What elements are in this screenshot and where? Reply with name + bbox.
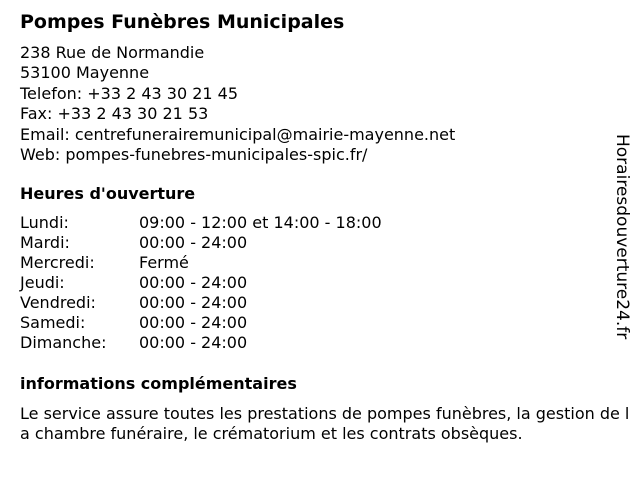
day-hours: 00:00 - 24:00 bbox=[139, 273, 248, 292]
business-name: Pompes Funèbres Municipales bbox=[20, 11, 345, 33]
day-hours: 09:00 - 12:00 et 14:00 - 18:00 bbox=[139, 213, 382, 232]
website-address: Web: pompes-funebres-municipales-spic.fr/ bbox=[20, 145, 368, 165]
day-label: Vendredi: bbox=[20, 293, 96, 312]
address-street: 238 Rue de Normandie bbox=[20, 43, 205, 62]
fax-number: Fax: +33 2 43 30 21 53 bbox=[20, 104, 209, 124]
phone-number: Telefon: +33 2 43 30 21 45 bbox=[20, 83, 239, 103]
day-label: Mardi: bbox=[20, 233, 70, 252]
day-label: Samedi: bbox=[20, 313, 86, 332]
day-label: Mercredi: bbox=[20, 253, 95, 272]
day-hours: 00:00 - 24:00 bbox=[139, 333, 248, 352]
opening-hours-heading: Heures d'ouverture bbox=[20, 184, 196, 203]
day-label: Dimanche: bbox=[20, 333, 107, 352]
address-city: 53100 Mayenne bbox=[20, 63, 150, 83]
day-hours: 00:00 - 24:00 bbox=[139, 233, 248, 252]
day-label: Lundi: bbox=[20, 213, 69, 232]
day-hours: 00:00 - 24:00 bbox=[139, 293, 248, 312]
site-watermark bbox=[611, 134, 635, 344]
day-label: Jeudi: bbox=[20, 273, 65, 292]
watermark-text: Horairesdouverture24.fr bbox=[612, 134, 632, 340]
additional-info-heading: informations complémentaires bbox=[20, 374, 297, 393]
email-address: Email: centrefunerairemunicipal@mairie-mayenne.net bbox=[20, 124, 456, 144]
additional-info-text: Le service assure toutes les prestations de pompes funèbres, la gestion de la chambre funéraire, le crématorium et les contrats obsèques. bbox=[20, 404, 630, 443]
day-hours: Fermé bbox=[139, 253, 189, 272]
contact-block bbox=[20, 43, 455, 165]
day-hours: 00:00 - 24:00 bbox=[139, 313, 248, 332]
